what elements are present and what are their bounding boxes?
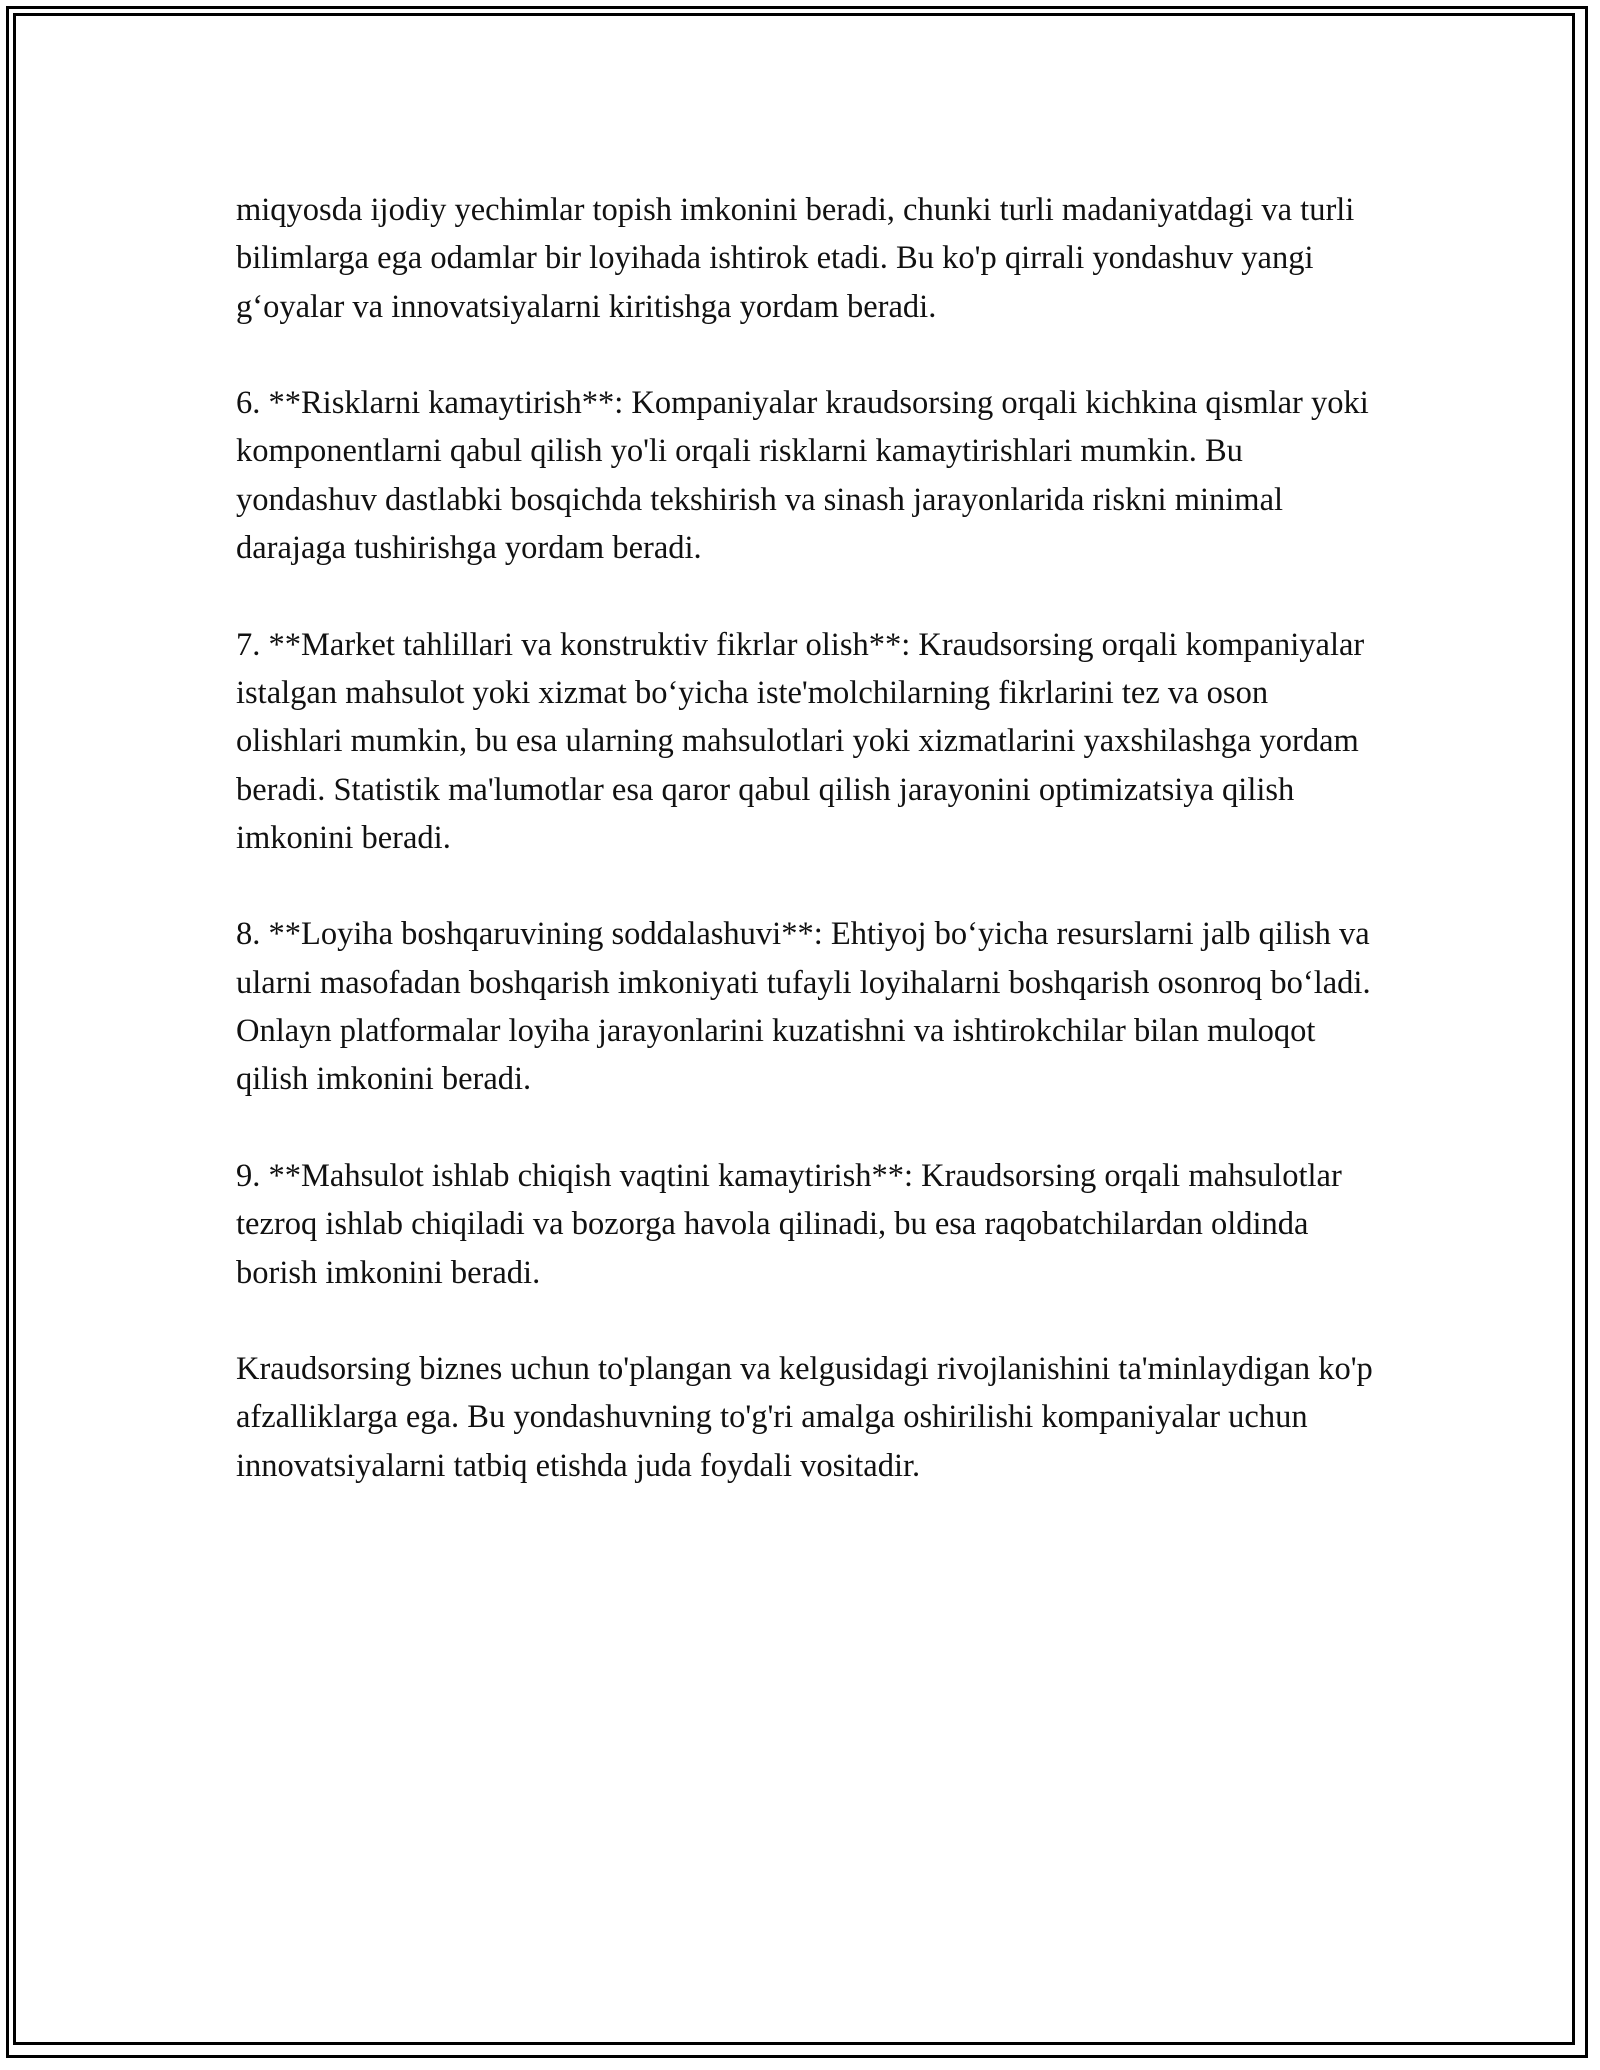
paragraph-conclusion: Kraudsorsing biznes uchun to'plangan va kelgusidagi rivojlanishini ta'minlaydigan ko'p afzalliklarga ega. Bu yondashuvning to'g'ri amalga oshirilishi kompaniyalar uchun innovatsiyalarni tatbiq etishda juda foydali vositadir. xyxy=(236,1351,1373,1484)
paragraph-item-9: 9. **Mahsulot ishlab chiqish vaqtini kamaytirish**: Kraudsorsing orqali mahsulotlar tezroq ishlab chiqiladi va bozorga havola qilinadi, bu esa raqobatchilardan oldinda borish imkonini beradi. xyxy=(236,1157,1342,1291)
document-body xyxy=(236,186,1376,1538)
paragraph-intro-continuation: miqyosda ijodiy yechimlar topish imkonini beradi, chunki turli madaniyatdagi va turli bilimlarga ega odamlar bir loyihada ishtirok etadi. Bu ko'p qirrali yondashuv yangi g‘oyalar va innovatsiyalarni kiritishga yordam beradi. xyxy=(236,192,1355,325)
paragraph-item-8: 8. **Loyiha boshqaruvining soddalashuvi**: Ehtiyoj bo‘yicha resurslarni jalb qilish va ularni masofadan boshqarish imkoniyati tufayli loyihalarni boshqarish osonroq bo‘ladi. Onlayn platformalar loyiha jarayonlarini kuzatishni va ishtirokchilar bilan muloqot qilish imkonini beradi. xyxy=(236,916,1371,1098)
paragraph-item-6: 6. **Risklarni kamaytirish**: Kompaniyalar kraudsorsing orqali kichkina qismlar yoki komponentlarni qabul qilish yo'li orqali risklarni kamaytirishlari mumkin. Bu yondashuv dastlabki bosqichda tekshirish va sinash jarayonlarida riskni minimal darajaga tushirishga yordam beradi. xyxy=(236,385,1369,567)
paragraph-item-7: 7. **Market tahlillari va konstruktiv fikrlar olish**: Kraudsorsing orqali kompaniyalar istalgan mahsulot yoki xizmat bo‘yicha iste'molchilarning fikrlarini tez va oson olishlari mumkin, bu esa ularning mahsulotlari yoki xizmatlarini yaxshilashga yordam beradi. Statistik ma'lumotlar esa qaror qabul qilish jarayonini optimizatsiya qilish imkonini beradi. xyxy=(236,626,1365,856)
